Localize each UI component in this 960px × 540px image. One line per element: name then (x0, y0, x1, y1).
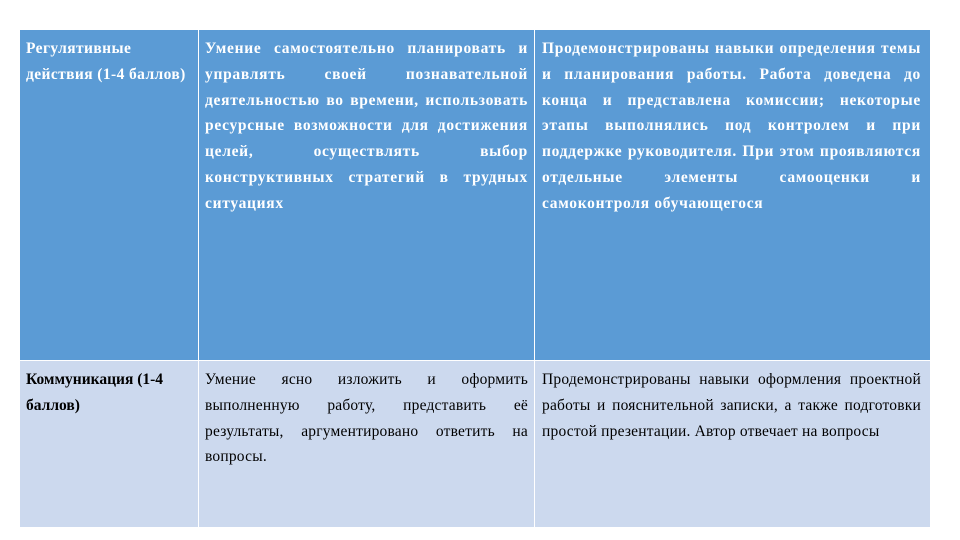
table-cell-criterion: Умение самостоятельно планировать и управлять своей познавательной деятельностью во времени, использовать ресурсные возможности для достижения целей, осуществлять выбор конструктивных стратегий в трудных ситуациях (199, 30, 535, 361)
assessment-table (20, 30, 930, 528)
table-cell-category: Коммуникация (1-4 баллов) (20, 361, 199, 528)
table-cell-description: Продемонстрированы навыки оформления проектной работы и пояснительной записки, а также подготовки простой презентации. Автор отвечает на вопросы (535, 361, 930, 528)
table-cell-category: Регулятивные действия (1-4 баллов) (20, 30, 199, 361)
table-cell-description: Продемонстрированы навыки определения темы и планирования работы. Работа доведена до конца и представлена комиссии; некоторые этапы выполнялись под контролем и при поддержке руководителя. При этом проявляются отдельные элементы самооценки и самоконтроля обучающегося (535, 30, 930, 361)
table-cell-criterion: Умение ясно изложить и оформить выполненную работу, представить её результаты, аргументировано ответить на вопросы. (199, 361, 535, 528)
